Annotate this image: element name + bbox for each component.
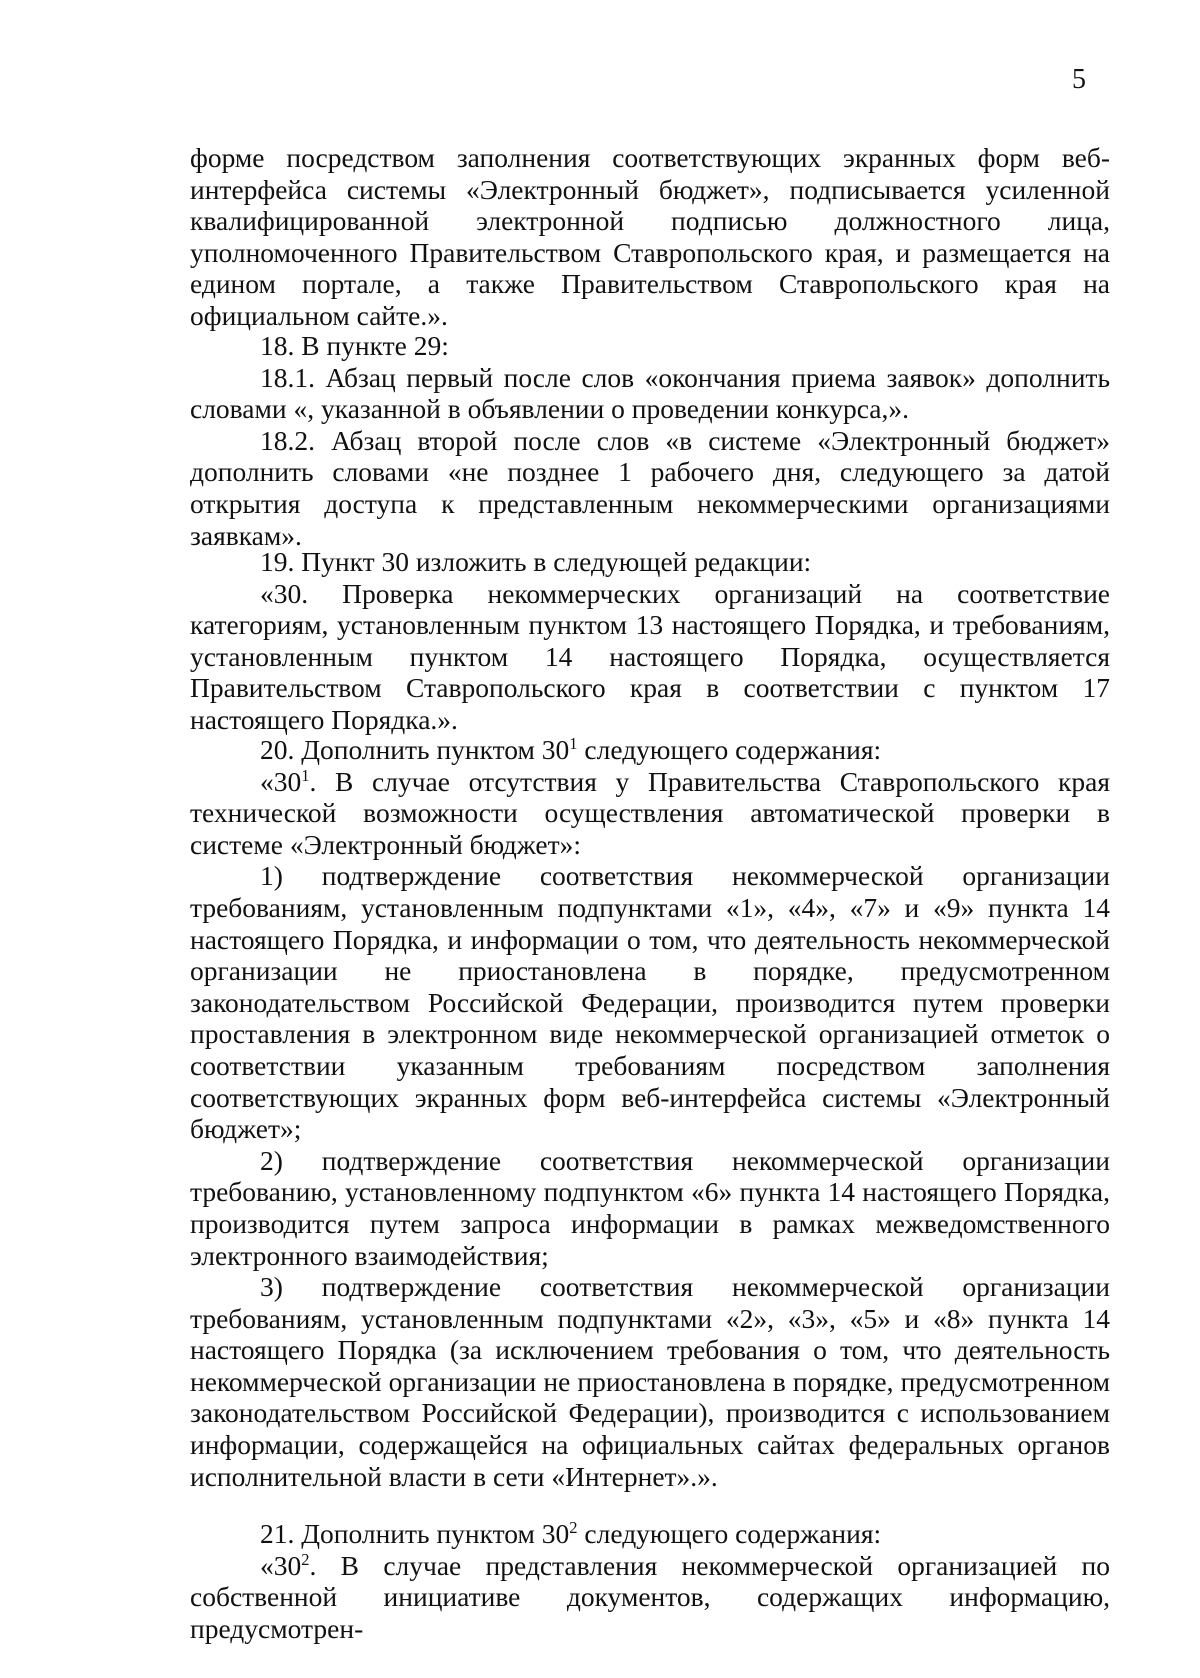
item-18-block bbox=[190, 330, 1110, 551]
item-30-2-intro-sup: 2 bbox=[301, 1549, 310, 1569]
item-30-1-intro-sup: 1 bbox=[301, 765, 310, 785]
item-19-text-paragraph: «30. Проверка некоммерческих организаций на соответствие категориям, установленным пунктом 13 настоящего Порядка, и требованиям, установленным пунктом 14 настоящего Порядка, осуществляется Правительством Ставропольского края в соответствии с пунктом 17 настоящего Порядка.». bbox=[190, 577, 1110, 735]
item-20-block bbox=[190, 734, 1110, 1492]
item-21-block bbox=[190, 1518, 1110, 1644]
item-20-heading bbox=[190, 734, 1110, 766]
page-number: 5 bbox=[1072, 64, 1086, 95]
item-21-heading-sup: 2 bbox=[569, 1517, 578, 1537]
item-20-heading-pre: 20. Дополнить пунктом 30 bbox=[260, 734, 570, 765]
item-19-heading: 19. Пункт 30 изложить в следующей редакции: bbox=[260, 546, 812, 577]
item-20-heading-post: следующего содержания: bbox=[577, 734, 882, 765]
item-18-2-paragraph: 18.2. Абзац второй после слов «в системе «Электронный бюджет» дополнить словами «не позднее 1 рабочего дня, следующего за датой открытия доступа к представленным некоммерческими организациями заявкам». bbox=[190, 424, 1110, 551]
item-30-1-subitem-3: 3) подтверждение соответствия некоммерческой организации требованиям, установленным подпунктами «2», «3», «5» и «8» пункта 14 настоящего Порядка (за исключением требования о том, что деятельность некоммерческой организации не приостановлена в порядке, предусмотренном законодательством Российской Федерации), производится с использованием информации, содержащейся на официальных сайтах федеральных органов исполнительной власти в сети «Интернет».». bbox=[190, 1271, 1110, 1492]
item-30-2-intro-post: . В случае представления некоммерческой организацией по собственной инициативе документов, содержащих информацию, предусмотрен- bbox=[190, 1549, 1110, 1644]
item-30-1-subitem-2: 2) подтверждение соответствия некоммерческой организации требованию, установленному подпунктом «6» пункта 14 настоящего Порядка, производится путем запроса информации в рамках межведомственного электронного взаимодействия; bbox=[190, 1144, 1110, 1271]
item-30-1-subitem-1: 1) подтверждение соответствия некоммерческой организации требованиям, установленным подпунктами «1», «4», «7» и «9» пункта 14 настоящего Порядка, и информации о том, что деятельность некоммерческой организации не приостановлена в порядке, предусмотренном законодательством Российской Федерации, производится путем проверки проставления в электронном виде некоммерческой организацией отметок о соответствии указанным требованиям посредством заполнения соответствующих экранных форм веб-интерфейса системы «Электронный бюджет»; bbox=[190, 860, 1110, 1145]
item-18-1-paragraph: 18.1. Абзац первый после слов «окончания приема заявок» дополнить словами «, указанной в объявлении о проведении конкурса,». bbox=[190, 361, 1110, 425]
item-30-1-intro bbox=[190, 766, 1110, 861]
item-30-2-intro-pre: «30 bbox=[260, 1549, 302, 1581]
item-18-heading: 18. В пункте 29: bbox=[260, 330, 449, 361]
item-21-heading-post: следующего содержания: bbox=[577, 1518, 882, 1549]
item-21-heading-pre: 21. Дополнить пунктом 30 bbox=[260, 1518, 570, 1549]
item-30-1-intro-post: . В случае отсутствия у Правительства Ставропольского края технической возможности осуществления автоматической проверки в системе «Электронный бюджет»: bbox=[190, 765, 1110, 860]
continuation-block bbox=[190, 142, 1110, 332]
continuation-paragraph: форме посредством заполнения соответствующих экранных форм веб-интерфейса системы «Электронный бюджет», подписывается усиленной квалифицированной электронной подписью должностного лица, уполномоченного Правительством Ставропольского края, и размещается на едином портале, а также Правительством Ставропольского края на официальном сайте.». bbox=[190, 142, 1110, 331]
item-30-2-intro bbox=[190, 1550, 1110, 1645]
item-20-heading-sup: 1 bbox=[569, 733, 578, 753]
item-21-heading bbox=[190, 1518, 1110, 1550]
item-30-1-intro-pre: «30 bbox=[260, 765, 302, 797]
item-19-block bbox=[190, 546, 1110, 736]
